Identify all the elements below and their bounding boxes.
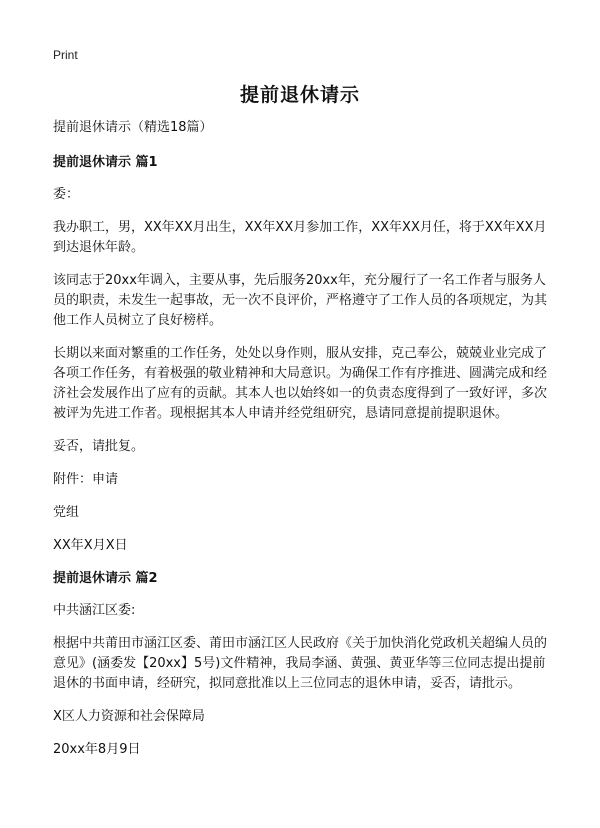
section-1-paragraph: 我办职工，男，XX年XX月出生，XX年XX月参加工作，XX年XX月任，将于XX年XX月到达退休年龄。: [53, 220, 547, 255]
print-link[interactable]: Print: [53, 48, 78, 62]
section-2-salutation: 中共涵江区委:: [53, 603, 136, 618]
section-1-signatory: 党组: [53, 505, 80, 520]
section-1-salutation: 委：: [53, 187, 80, 202]
section-2-date: 20xx年8月9日: [53, 742, 141, 757]
section-1-heading: 提前退休请示 篇1: [53, 155, 158, 170]
section-2-signatory: X区人力资源和社会保障局: [53, 709, 205, 724]
section-1-attachment: 附件：申请: [53, 472, 119, 487]
section-1-closing: 妥否，请批复。: [53, 439, 145, 454]
document-title: 提前退休请示: [239, 84, 360, 106]
document-body: [53, 118, 553, 773]
section-1-paragraph: 该同志于20xx年调入，主要从事，先后服务20xx年，充分履行了一名工作者与服务人员的职责，未发生一起事故，无一次不良评价，严格遵守了工作人员的各项规定，为其他工作人员树立了良好榜样。: [53, 273, 548, 328]
section-2-heading: 提前退休请示 篇2: [53, 571, 158, 586]
section-1-paragraph: 长期以来面对繁重的工作任务，处处以身作则，服从安排，克己奉公，兢兢业业完成了各项工作任务，有着极强的敬业精神和大局意识。为确保工作有序推进、圆满完成和经济社会发展作出了应有的贡献。其本人也以始终如一的负责态度得到了一致好评，多次被评为先进工作者。现根据其本人申请并经党组研究，恳请同意提前提职退休。: [53, 346, 548, 421]
document-subtitle: 提前退休请示（精选18篇）: [53, 120, 213, 135]
section-1-date: XX年X月X日: [53, 538, 128, 553]
section-2-paragraph: 根据中共莆田市涵江区委、莆田市涵江区人民政府《关于加快消化党政机关超编人员的意见》(涵委发【20xx】5号)文件精神，我局李涵、黄强、黄亚华等三位同志提出提前退休的书面申请，经研究，拟同意批准以上三位同志的退休申请，妥否，请批示。: [53, 636, 548, 691]
